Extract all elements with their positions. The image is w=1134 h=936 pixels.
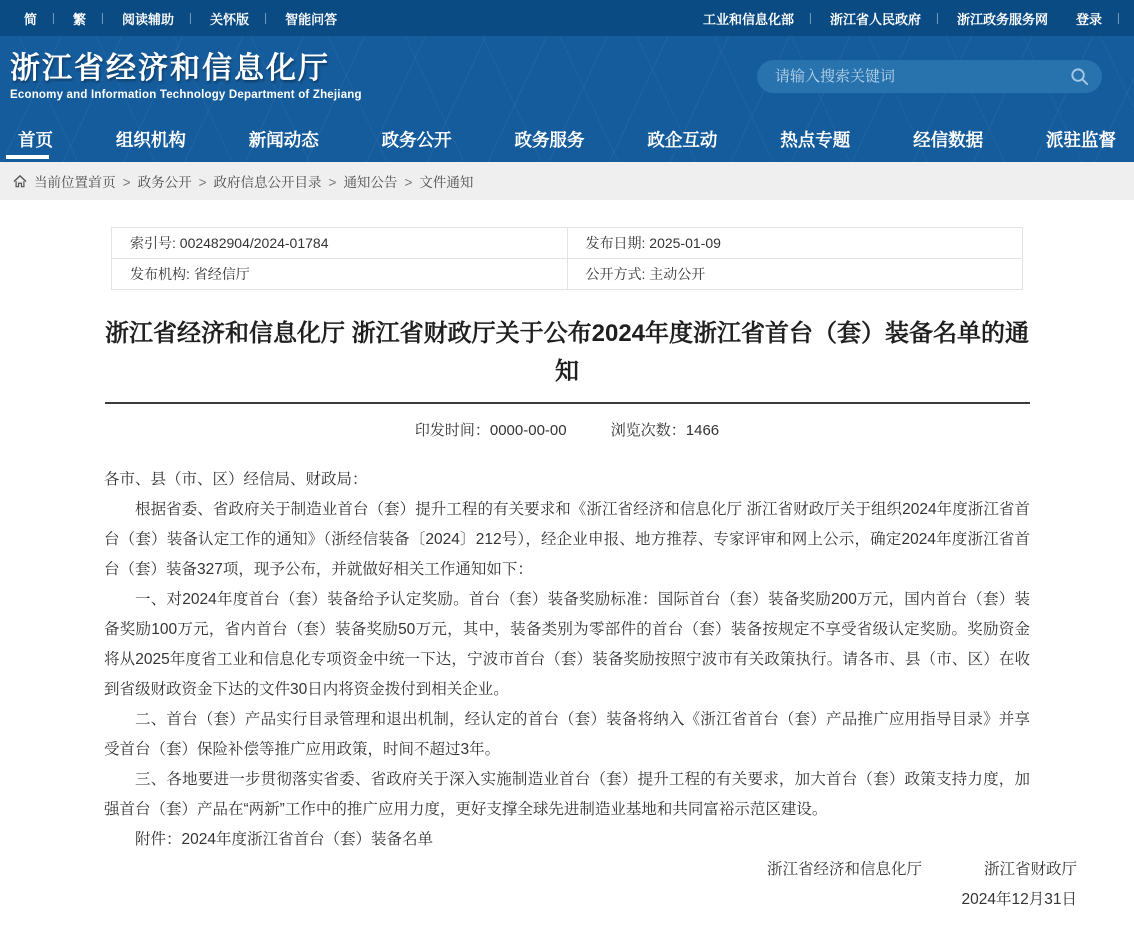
- breadcrumb-info-directory[interactable]: 政府信息公开目录 >: [214, 171, 337, 191]
- paragraph-intro: 根据省委、省政府关于制造业首台（套）提升工程的有关要求和《浙江省经济和信息化厅 浙江省财政厅关于组织2024年度浙江省首台（套）装备认定工作的通知》（浙经信装备〔2024〕212号），经企业申报、地方推荐、专家评审和网上公示，确定2024年度浙江省首台（套）装备327项，现予公布，并就做好相关工作通知如下：: [104, 501, 1030, 578]
- print-time: [415, 419, 567, 440]
- nav-item-hot-topics[interactable]: 热点专题: [780, 129, 851, 150]
- meta-value: 002482904/2024-01784: [179, 235, 329, 251]
- meta-label: 发布机构:: [130, 266, 190, 282]
- title-divider: [105, 402, 1030, 404]
- site-logo: [10, 52, 362, 101]
- nav-item-organization[interactable]: 组织机构: [115, 129, 186, 150]
- nav-item-supervision[interactable]: 派驻监督: [1046, 129, 1116, 150]
- paragraph-attachment: 附件：2024年度浙江省首台（套）装备名单: [135, 831, 433, 848]
- topbar-link-zj-service[interactable]: 浙江政务服务网: [956, 11, 1048, 27]
- topbar-link-miit[interactable]: 工业和信息化部 |: [689, 9, 808, 28]
- home-icon: [13, 175, 27, 188]
- search-bar: [757, 60, 1102, 93]
- paragraph-item-2: 二、首台（套）产品实行目录管理和退出机制，经认定的首台（套）装备将纳入《浙江省首台（套）产品推广应用指导目录》并享受首台（套）保险补偿等推广应用政策，时间不超过3年。: [104, 711, 1030, 758]
- breadcrumb: [0, 162, 1134, 200]
- topbar-link-simplified[interactable]: 简 |: [10, 9, 51, 28]
- paragraph-salutation: 各市、县（市、区）经信局、财政局：: [104, 471, 368, 488]
- doc-meta-table: [111, 227, 1023, 290]
- nav-item-gov-services[interactable]: 政务服务: [514, 129, 585, 150]
- meta-index-number: [112, 228, 568, 259]
- site-title-english: Economy and Information Technology Department of Zhejiang: [10, 88, 362, 101]
- nav-item-home[interactable]: 首页: [8, 116, 63, 162]
- print-time-label: 印发时间：: [414, 422, 490, 439]
- site-header: [0, 36, 1134, 162]
- topbar-link-smart-qa[interactable]: 智能问答: [285, 11, 338, 27]
- meta-publish-date: [567, 228, 1023, 259]
- topbar-link-care-version[interactable]: 关怀版 |: [196, 9, 263, 28]
- print-time-value: 0000-00-00: [489, 422, 567, 439]
- view-count-value: 1466: [685, 422, 720, 439]
- breadcrumb-prefix: 当前位置:: [34, 175, 92, 190]
- meta-label: 公开方式:: [585, 266, 646, 282]
- paragraph-item-1: 一、对2024年度首台（套）装备给予认定奖励。首台（套）装备奖励标准：国际首台（套）装备奖励200万元，国内首台（套）装备奖励100万元，省内首台（套）装备奖励50万元，其中，装备类别为零部件的首台（套）装备按规定不享受省级认定奖励。奖励资金将从2025年度省工业和信息化专项资金中统一下达，宁波市首台（套）装备奖励按照宁波市有关政策执行。请各市、县（市、区）在收到省级财政资金下达的文件30日内将资金拨付到相关企业。: [104, 591, 1030, 698]
- meta-open-mode: [567, 259, 1023, 290]
- search-input[interactable]: [775, 68, 1068, 85]
- search-icon[interactable]: [1068, 65, 1090, 87]
- meta-value: 2025-01-09: [649, 235, 721, 251]
- meta-value: 省经信厅: [193, 266, 250, 282]
- signature-block: [0, 855, 1134, 915]
- table-row: [112, 259, 1023, 290]
- main-nav: [0, 116, 1134, 162]
- table-row: [112, 228, 1023, 259]
- signature-date: 2024年12月31日: [961, 891, 1077, 908]
- document-content: [0, 200, 1134, 915]
- topbar-link-reading-aid[interactable]: 阅读辅助 |: [108, 9, 188, 28]
- doc-body: [104, 465, 1030, 855]
- meta-label: 索引号:: [130, 235, 176, 251]
- meta-label: 发布日期:: [585, 235, 646, 251]
- nav-item-interaction[interactable]: 政企互动: [647, 129, 718, 150]
- signature-organizations: 浙江省经济和信息化厅 浙江省财政厅: [766, 861, 1077, 878]
- topbar-link-login[interactable]: 登录 |: [1062, 9, 1116, 28]
- paragraph-item-3: 三、各地要进一步贯彻落实省委、省政府关于深入实施制造业首台（套）提升工程的有关要求，加大首台（套）政策支持力度，加强首台（套）产品在“两新”工作中的推广应用力度，更好支撑全球先进制造业基地和共同富裕示范区建设。: [104, 771, 1030, 818]
- top-utility-bar: [0, 0, 1134, 36]
- breadcrumb-notices[interactable]: 通知公告 >: [343, 171, 412, 191]
- breadcrumb-home[interactable]: 首页 >: [89, 171, 131, 191]
- meta-publisher: [112, 259, 568, 290]
- topbar-link-zj-gov[interactable]: 浙江省人民政府 |: [816, 9, 935, 28]
- meta-value: 主动公开: [649, 266, 706, 282]
- topbar-left-links: [10, 9, 351, 28]
- nav-item-gov-disclosure[interactable]: 政务公开: [381, 129, 452, 150]
- page-title: 浙江省经济和信息化厅 浙江省财政厅关于公布2024年度浙江省首台（套）装备名单的通知: [104, 320, 1030, 385]
- site-title: 浙江省经济和信息化厅: [10, 51, 330, 85]
- breadcrumb-file-notice: 文件通知: [419, 175, 474, 190]
- nav-item-news[interactable]: 新闻动态: [248, 129, 319, 150]
- view-count-label: 浏览次数：: [610, 422, 686, 439]
- view-count: [611, 419, 719, 440]
- topbar-right-links: [689, 9, 1124, 28]
- topbar-link-traditional[interactable]: 繁 |: [59, 9, 100, 28]
- nav-item-data[interactable]: 经信数据: [913, 129, 984, 150]
- breadcrumb-gov-disclosure[interactable]: 政务公开 >: [138, 171, 207, 191]
- doc-print-meta: [0, 419, 1134, 440]
